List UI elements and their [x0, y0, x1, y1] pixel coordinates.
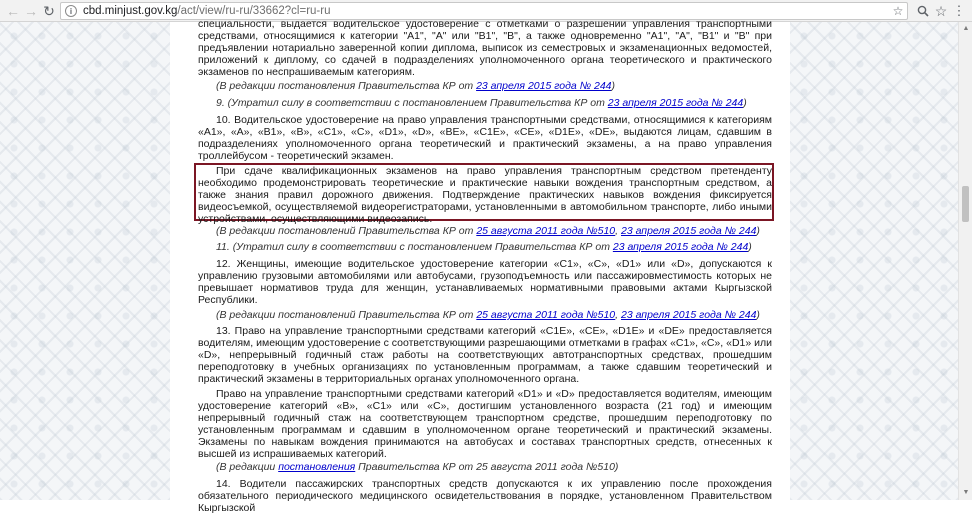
amendment-note: (В редакции постановлений Правительства КР от 25 августа 2011 года №510, 23 апреля 2015 года № 244)	[216, 225, 760, 237]
bookmark-star-icon[interactable]: ☆	[934, 3, 948, 19]
url-host: cbd.minjust.gov.kg	[83, 5, 178, 17]
paragraph-11: 11. (Утратил силу в соответствии с постановлением Правительства КР от 23 апреля 2015 года № 244)	[216, 241, 752, 253]
forward-arrow-icon[interactable]: →	[24, 3, 38, 19]
amendment-link[interactable]: 23 апреля 2015 года № 244	[607, 97, 744, 109]
amendment-link[interactable]: 23 апреля 2015 года № 244	[476, 80, 612, 92]
left-ornament-background	[0, 22, 170, 500]
paragraph-12: 12. Женщины, имеющие водительское удостоверение категории «C1», «C», «D1» или «D», допускаются к управлению грузовыми автомобилями или автобусами, грузоподъемность или пассажировместимость которых не превышает нормативов труда для женщин, устанавливаемых нормативными правовыми актами Кыргызской Республики.	[198, 258, 772, 306]
back-arrow-icon[interactable]: ←	[6, 3, 20, 19]
amendment-link[interactable]: 25 августа 2011 года №510	[476, 225, 616, 237]
paragraph-10: 10. Водительское удостоверение на право управления транспортными средствами, относящимися к категориям «A1», «A», «B1», «B», «C1», «C», «D1», «D», «BE», «C1E», «CE», «D1E», «DE», выдаются лицам, сдавшим в подразделениях уполномоченного органа теоретический и практический экзамены, а на право управления троллейбусом - теоретический экзамен.	[198, 114, 772, 162]
amendment-link[interactable]: 23 апреля 2015 года № 244	[620, 309, 757, 321]
search-icon[interactable]	[914, 2, 932, 20]
scroll-down-arrow-icon[interactable]: ▼	[962, 489, 970, 496]
document-body	[174, 18, 786, 514]
paragraph-13: 13. Право на управление транспортными средствами категорий «C1E», «CE», «D1E» и «DE» предоставляется водителям, имеющим удостоверение с соответствующими разрешающими отметками в графах «C1», «C», «D1» или «D», непрерывный годичный стаж работы на соответствующих автотранспортных средствах, прошедшим переподготовку в учебных организациях по установленным программам, а также сдавшим теоретический и практический экзамены в территориальных органах уполномоченного органа.	[198, 325, 772, 385]
amendment-link[interactable]: 23 апреля 2015 года № 244	[620, 225, 757, 237]
info-icon[interactable]: i	[65, 5, 77, 17]
page-viewport	[0, 18, 958, 514]
paragraph-14: 14. Водители пассажирских транспортных средств допускаются к их управлению после прохождения обязательного периодического медицинского освидетельствования в порядке, установленном Правительством Кыргызской	[198, 478, 772, 514]
paragraph-10-highlighted: При сдаче квалификационных экзаменов на право управления транспортным средством претенденту необходимо продемонстрировать теоретические и практические навыки вождения транспортным средством, а также знания правил дорожного движения. Подтверждение практических навыков вождения фиксируется видеосъемкой, осуществляемой видеорегистраторами, установленными в автомобильном транспорте, либо иными устройствами, осуществляющими видеозапись.	[198, 165, 772, 225]
amendment-link[interactable]: постановления	[278, 461, 356, 473]
amendment-note: (В редакции постановления Правительства КР от 25 августа 2011 года №510)	[216, 461, 619, 473]
amendment-note: (В редакции постановлений Правительства КР от 25 августа 2011 года №510, 23 апреля 2015 года № 244)	[216, 309, 760, 321]
amendment-link[interactable]: 25 августа 2011 года №510	[476, 309, 616, 321]
paragraph-13-part-2: Право на управление транспортными средствами категорий «D1» и «D» предоставляется водителям, имеющим удостоверение категорий «B», «C1» или «C», достигшим установленного возраста (21 год) и имеющим непрерывный годичный стаж на соответствующем транспортном средстве, прошедшим переподготовку по установленным программам и сдавшим в уполномоченном органе теоретический и практический экзамены. Экзамены по навыкам вождения принимаются на автобусах и составах транспортных средств, отнесенных к высшей из испрашиваемых категорий.	[198, 388, 772, 460]
paragraph-8-continuation: специальности, выдается водительское удостоверение с отметками о разрешении управления транспортными средствами, относящимися к категории "A1", "A" или "B1", "B", а также одновременно "A1", "A", "B1" и "B" при предъявлении нотариально заверенной копии диплома, выписок из семестровых и экзаменационных ведомостей, приложений к диплому, со сдачей в подразделениях уполномоченного органа теоретического и практического экзаменов по неспрашиваемым категориям.	[198, 18, 772, 78]
scroll-up-arrow-icon[interactable]: ▲	[962, 25, 970, 32]
reload-icon[interactable]: ↻	[43, 3, 55, 19]
amendment-link[interactable]: 23 апреля 2015 года № 244	[612, 241, 749, 253]
url-path: /act/view/ru-ru/33662?cl=ru-ru	[177, 5, 331, 17]
vertical-scrollbar[interactable]	[958, 22, 972, 500]
bookmark-star-icon[interactable]: ☆	[892, 4, 904, 18]
amendment-note: (В редакции постановления Правительства КР от 23 апреля 2015 года № 244)	[216, 80, 615, 92]
paragraph-9: 9. (Утратил силу в соответствии с постановлением Правительства КР от 23 апреля 2015 года № 244)	[216, 97, 747, 109]
menu-dots-icon[interactable]: ⋮	[952, 3, 966, 18]
right-ornament-background	[790, 22, 958, 500]
address-url[interactable]	[83, 4, 330, 19]
scroll-thumb[interactable]	[962, 186, 969, 222]
